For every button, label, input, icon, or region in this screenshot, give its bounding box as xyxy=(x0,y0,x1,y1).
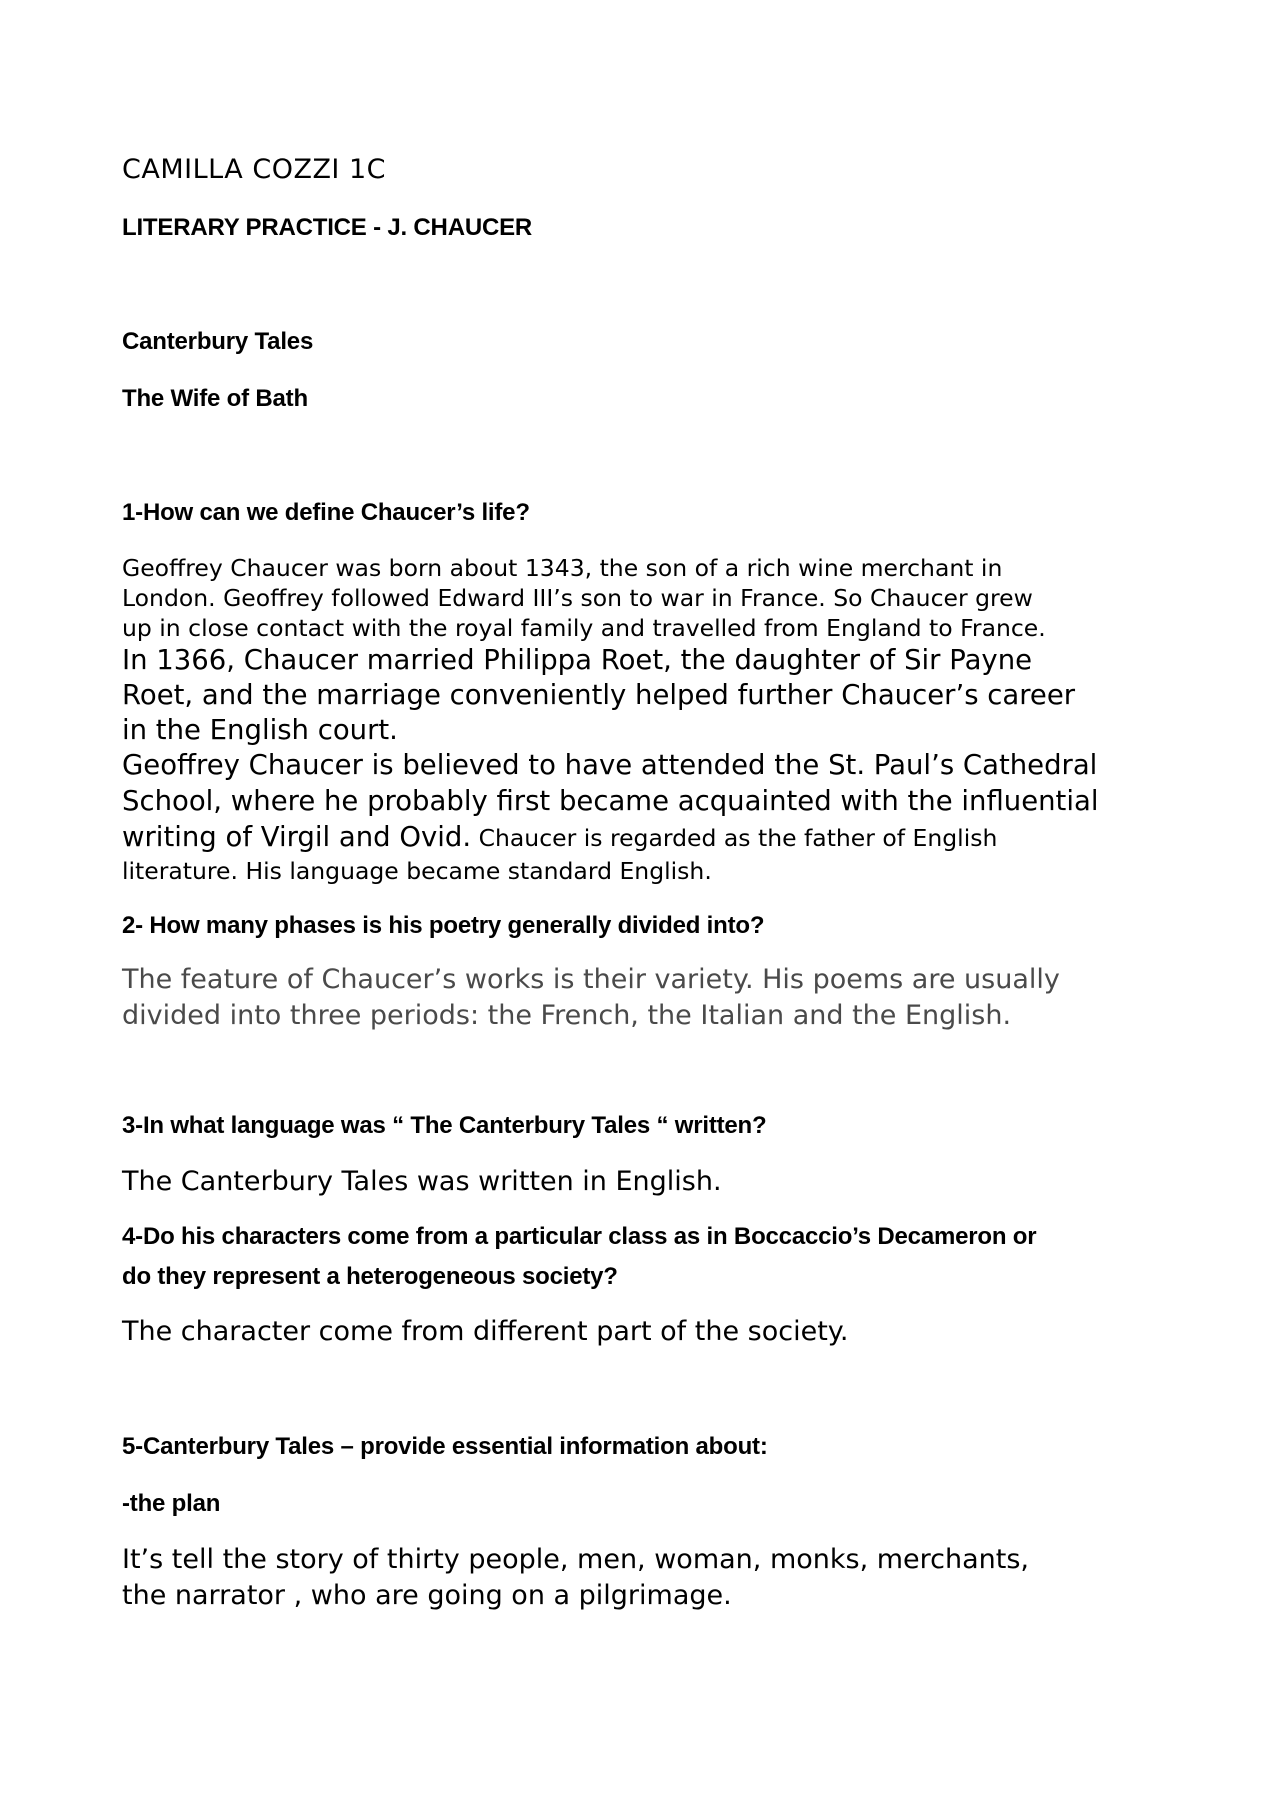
question-5: 5-Canterbury Tales – provide essential information about: xyxy=(122,1433,768,1460)
q1-answer-line-5: Roet, and the marriage conveniently helped further Chaucer’s career xyxy=(122,679,1076,711)
q1-answer-line-4: In 1366, Chaucer married Philippa Roet, the daughter of Sir Payne xyxy=(122,644,1033,676)
q4-answer: The character come from different part of the society. xyxy=(122,1316,849,1347)
q1-answer-line-3: up in close contact with the royal family and travelled from England to France. xyxy=(122,614,1046,642)
q5-answer-line-1: It’s tell the story of thirty people, men, woman, monks, merchants, xyxy=(122,1544,1030,1575)
tale-title: The Wife of Bath xyxy=(122,385,308,412)
document-subtitle: LITERARY PRACTICE - J. CHAUCER xyxy=(122,214,533,241)
question-4-line-1: 4-Do his characters come from a particular class as in Boccaccio’s Decameron or xyxy=(122,1223,1037,1250)
q1-answer-line-7: Geoffrey Chaucer is believed to have attended the St. Paul’s Cathedral xyxy=(122,749,1098,781)
q1-mixed-large: writing of Virgil and Ovid. xyxy=(122,821,472,853)
q2-answer-line-1: The feature of Chaucer’s works is their variety. His poems are usually xyxy=(122,964,1060,995)
q1-answer-line-9 xyxy=(122,820,997,856)
q1-answer-line-1: Geoffrey Chaucer was born about 1343, the son of a rich wine merchant in xyxy=(122,554,1003,582)
q1-mixed-small: Chaucer is regarded as the father of English xyxy=(471,824,998,852)
question-3: 3-In what language was “ The Canterbury Tales “ written? xyxy=(122,1112,767,1139)
q1-answer-line-2: London. Geoffrey followed Edward III’s son to war in France. So Chaucer grew xyxy=(122,584,1033,612)
work-title: Canterbury Tales xyxy=(122,328,314,355)
question-2: 2- How many phases is his poetry generally divided into? xyxy=(122,912,765,939)
q1-answer-line-10: literature. His language became standard English. xyxy=(122,857,712,885)
q2-answer-line-2: divided into three periods: the French, the Italian and the English. xyxy=(122,1000,1012,1031)
q1-answer-line-8: School, where he probably first became acquainted with the influential xyxy=(122,785,1099,817)
question-4-line-2: do they represent a heterogeneous society? xyxy=(122,1263,618,1290)
q5-subheading: -the plan xyxy=(122,1490,221,1517)
q1-answer-line-6: in the English court. xyxy=(122,714,398,746)
student-name: CAMILLA COZZI 1C xyxy=(122,154,387,185)
q3-answer: The Canterbury Tales was written in English. xyxy=(122,1166,722,1197)
question-1: 1-How can we define Chaucer’s life? xyxy=(122,499,530,526)
q5-answer-line-2: the narrator , who are going on a pilgrimage. xyxy=(122,1580,732,1611)
